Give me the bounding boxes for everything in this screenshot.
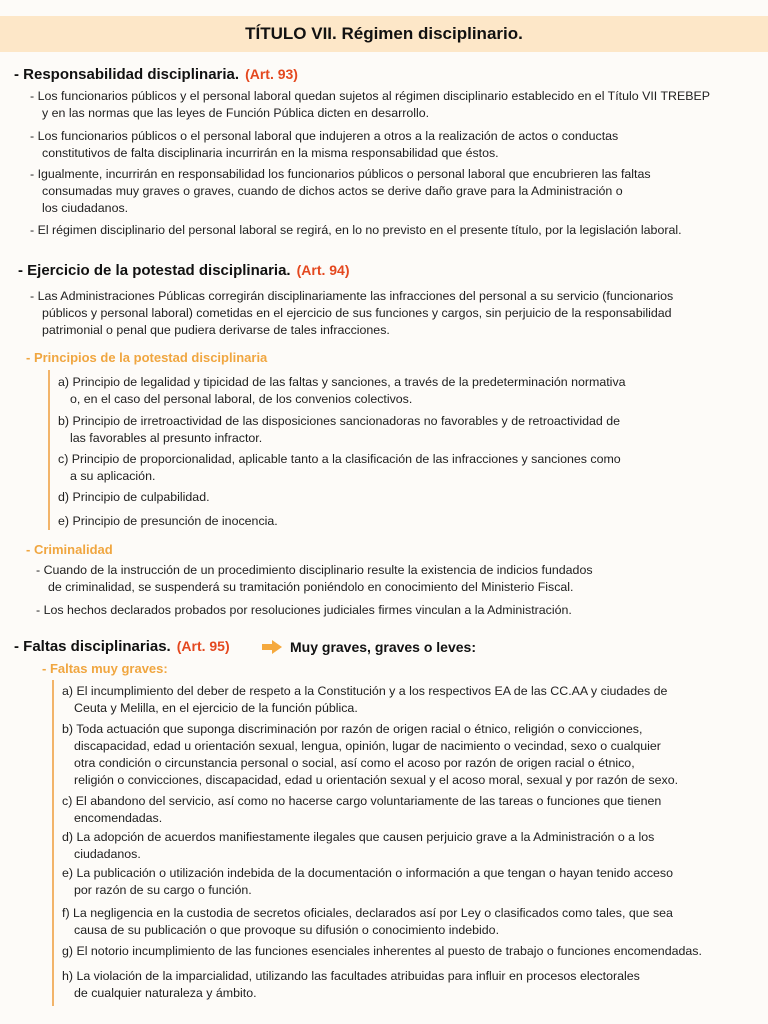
line: o, en el caso del personal laboral, de los convenios colectivos. <box>70 392 413 406</box>
line: discapacidad, edad u orientación sexual, lengua, opinión, lugar de nacimiento o vecindad, sexo o cualquier <box>74 739 661 753</box>
heading-text: - Faltas disciplinarias. <box>14 638 171 655</box>
line: constitutivos de falta disciplinaria incurrirán en la misma responsabilidad que éstos. <box>42 146 499 160</box>
line: por razón de su cargo o función. <box>74 883 252 897</box>
list-item <box>58 413 758 447</box>
line: consumadas muy graves o graves, cuando de dichos actos se derive daño grave para la Administración o <box>42 184 623 198</box>
line: - El régimen disciplinario del personal laboral se regirá, en lo no previsto en el presente título, por la legislación laboral. <box>30 223 682 237</box>
line: ciudadanos. <box>74 847 141 861</box>
list-item <box>58 513 758 530</box>
paragraph <box>36 562 756 596</box>
line: a su aplicación. <box>70 469 156 483</box>
line: e) La publicación o utilización indebida de la documentación o información a que tengan o hayan tenido acceso <box>62 866 674 880</box>
line: causa de su publicación o que provoque su difusión o conocimiento indebido. <box>74 923 500 937</box>
subheading-criminalidad: - Criminalidad <box>26 542 113 557</box>
article-ref: (Art. 93) <box>245 66 298 82</box>
list-item <box>62 968 762 1002</box>
subheading-muy-graves: - Faltas muy graves: <box>42 661 168 676</box>
line: las favorables al presunto infractor. <box>70 431 263 445</box>
vertical-rule <box>52 680 54 1006</box>
paragraph <box>30 166 760 217</box>
list-item <box>62 865 762 899</box>
line: - Cuando de la instrucción de un procedimiento disciplinario resulte la existencia de indicios fundados <box>36 563 593 577</box>
line: de criminalidad, se suspenderá su tramitación poniéndolo en conocimiento del Ministerio Fiscal. <box>48 580 574 594</box>
line: c) El abandono del servicio, así como no hacerse cargo voluntariamente de las tareas o funciones que tienen <box>62 794 662 808</box>
line: d) La adopción de acuerdos manifiestamente ilegales que causen perjuicio grave a la Administración o a los <box>62 830 655 844</box>
line: Ceuta y Melilla, en el ejercicio de la función pública. <box>74 701 358 715</box>
heading-text: - Responsabilidad disciplinaria. <box>14 66 240 83</box>
line: religión o convicciones, discapacidad, edad u orientación sexual y el acoso moral, sexual y por razón de sexo. <box>74 773 679 787</box>
list-item <box>58 451 758 485</box>
list-item <box>62 721 762 789</box>
subheading-principios: - Principios de la potestad disciplinaria <box>26 350 268 365</box>
line: patrimonial o penal que pudiera derivarse de tales infracciones. <box>42 323 390 337</box>
heading-text: - Ejercicio de la potestad disciplinaria. <box>18 262 291 279</box>
article-ref: (Art. 95) <box>176 638 230 654</box>
paragraph <box>30 128 760 162</box>
paragraph <box>30 222 760 239</box>
line: - Las Administraciones Públicas corregirán disciplinariamente las infracciones del personal a su servicio (funcionarios <box>30 289 674 303</box>
faltas-classification: Muy graves, graves o leves: <box>290 639 476 655</box>
section-heading-faltas <box>14 638 230 655</box>
line: c) Principio de proporcionalidad, aplicable tanto a la clasificación de las infracciones y sanciones como <box>58 452 621 466</box>
arrow-right-icon <box>262 640 282 654</box>
line: d) Principio de culpabilidad. <box>58 490 210 504</box>
list-item <box>62 683 762 717</box>
list-item <box>62 943 762 960</box>
article-ref: (Art. 94) <box>296 262 350 278</box>
list-item <box>62 793 762 827</box>
section-heading-potestad <box>18 262 350 279</box>
line: f) La negligencia en la custodia de secretos oficiales, declarados así por Ley o clasificados como tales, que sea <box>62 906 673 920</box>
line: otra condición o circunstancia personal o social, así como el acoso por razón de origen racial o étnico, <box>74 756 635 770</box>
line: a) Principio de legalidad y tipicidad de las faltas y sanciones, a través de la predeterminación normativa <box>58 375 626 389</box>
line: b) Principio de irretroactividad de las disposiciones sancionadoras no favorables y de retroactividad de <box>58 414 621 428</box>
list-item <box>62 905 762 939</box>
line: - Los funcionarios públicos y el personal laboral quedan sujetos al régimen disciplinario establecido en el Título VII TREBEP <box>30 89 711 103</box>
paragraph <box>30 88 760 122</box>
vertical-rule <box>48 370 50 530</box>
line: g) El notorio incumplimiento de las funciones esenciales inherentes al puesto de trabajo o funciones encomendadas. <box>62 944 702 958</box>
line: e) Principio de presunción de inocencia. <box>58 514 278 528</box>
line: de cualquier naturaleza y ámbito. <box>74 986 257 1000</box>
line: - Los funcionarios públicos o el personal laboral que indujeren a otros a la realización de actos o conductas <box>30 129 619 143</box>
line: - Igualmente, incurrirán en responsabilidad los funcionarios públicos o personal laboral que encubrieren las faltas <box>30 167 651 181</box>
paragraph <box>36 602 756 619</box>
line: encomendadas. <box>74 811 163 825</box>
paragraph <box>30 288 760 339</box>
page-title: TÍTULO VII. Régimen disciplinario. <box>245 24 523 43</box>
list-item <box>62 829 762 863</box>
line: públicos y personal laboral) cometidas en el ejercicio de sus funciones y cargos, sin perjuicio de la responsabilidad <box>42 306 672 320</box>
line: y en las normas que las leyes de Función Pública dicten en desarrollo. <box>42 106 430 120</box>
line: a) El incumplimiento del deber de respeto a la Constitución y a los respectivos EA de las CC.AA y ciudades de <box>62 684 668 698</box>
list-item <box>58 374 758 408</box>
line: b) Toda actuación que suponga discriminación por razón de origen racial o étnico, religión o convicciones, <box>62 722 643 736</box>
list-item <box>58 489 758 506</box>
line: - Los hechos declarados probados por resoluciones judiciales firmes vinculan a la Administración. <box>36 603 572 617</box>
section-heading-responsabilidad <box>14 66 298 83</box>
line: h) La violación de la imparcialidad, utilizando las facultades atribuidas para influir en procesos electorales <box>62 969 640 983</box>
line: los ciudadanos. <box>42 201 129 215</box>
